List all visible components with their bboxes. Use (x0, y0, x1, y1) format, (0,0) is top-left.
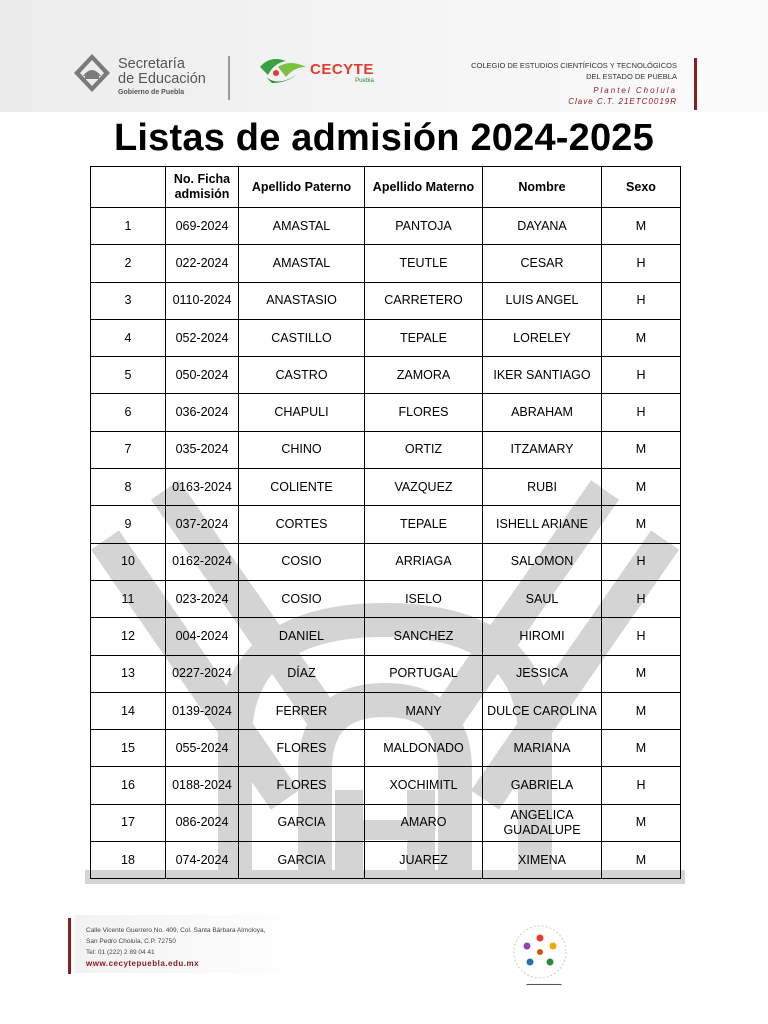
cell-apellido-materno: CARRETERO (365, 282, 483, 319)
cell-apellido-paterno: FLORES (239, 767, 365, 804)
cell-apellido-materno: ZAMORA (365, 357, 483, 394)
cell-sexo: M (602, 208, 681, 245)
cell-ficha: 069-2024 (166, 208, 239, 245)
cell-nombre: ABRAHAM (483, 394, 602, 431)
cell-index: 7 (91, 431, 166, 468)
cell-apellido-paterno: DANIEL (239, 618, 365, 655)
cell-sexo: H (602, 245, 681, 282)
cell-ficha: 023-2024 (166, 580, 239, 617)
cell-sexo: H (602, 618, 681, 655)
cell-apellido-materno: SANCHEZ (365, 618, 483, 655)
campus-name: Plantel Cholula (593, 86, 677, 95)
cell-apellido-materno: XOCHIMITL (365, 767, 483, 804)
cell-apellido-paterno: CORTES (239, 506, 365, 543)
college-info (471, 60, 677, 107)
cell-apellido-paterno: COSIO (239, 580, 365, 617)
cell-apellido-materno: PANTOJA (365, 208, 483, 245)
address-line2: San Pedro Cholula, C.P. 72750 (86, 938, 176, 945)
cell-sexo: M (602, 469, 681, 506)
cell-apellido-paterno: COLIENTE (239, 469, 365, 506)
cell-apellido-paterno: CHAPULI (239, 394, 365, 431)
cell-index: 3 (91, 282, 166, 319)
cell-nombre: ISHELL ARIANE (483, 506, 602, 543)
header-accent-bar (694, 58, 697, 110)
cell-nombre: JESSICA (483, 655, 602, 692)
cell-index: 12 (91, 618, 166, 655)
cell-sexo: M (602, 655, 681, 692)
cell-nombre: LUIS ANGEL (483, 282, 602, 319)
table-row (91, 767, 681, 804)
cell-nombre: LORELEY (483, 319, 602, 356)
table-row (91, 394, 681, 431)
cell-apellido-materno: JUAREZ (365, 842, 483, 879)
cell-nombre: CESAR (483, 245, 602, 282)
cell-ficha: 037-2024 (166, 506, 239, 543)
table-row (91, 842, 681, 879)
table-row (91, 357, 681, 394)
cell-ficha: 036-2024 (166, 394, 239, 431)
cecyte-logo-text (310, 62, 374, 84)
table-row (91, 245, 681, 282)
cell-nombre: DULCE CAROLINA (483, 692, 602, 729)
table-row (91, 804, 681, 841)
cell-apellido-paterno: GARCIA (239, 842, 365, 879)
admission-table (90, 166, 681, 879)
cell-ficha: 0162-2024 (166, 543, 239, 580)
table-row (91, 469, 681, 506)
table-row (91, 618, 681, 655)
cell-apellido-paterno: GARCIA (239, 804, 365, 841)
table-row (91, 692, 681, 729)
cell-index: 6 (91, 394, 166, 431)
cell-ficha: 022-2024 (166, 245, 239, 282)
table-row (91, 319, 681, 356)
college-line1: COLEGIO DE ESTUDIOS CIENTÍFICOS Y TECNOLÓGICOS (471, 61, 677, 70)
cecyte-sub: Puebla (355, 78, 374, 84)
cell-index: 2 (91, 245, 166, 282)
cell-apellido-paterno: DÍAZ (239, 655, 365, 692)
seal-caption-icon: ▬▬▬▬▬▬▬▬▬▬ (526, 982, 562, 986)
cell-nombre: GABRIELA (483, 767, 602, 804)
col-header-nombre: Nombre (483, 167, 602, 208)
col-header-ficha: No. Ficha admisión (166, 167, 239, 208)
cell-sexo: H (602, 767, 681, 804)
table-row (91, 543, 681, 580)
cell-index: 8 (91, 469, 166, 506)
cell-ficha: 0163-2024 (166, 469, 239, 506)
cell-apellido-paterno: AMASTAL (239, 245, 365, 282)
cell-index: 10 (91, 543, 166, 580)
cell-index: 1 (91, 208, 166, 245)
table-row (91, 208, 681, 245)
cell-sexo: H (602, 357, 681, 394)
cell-ficha: 035-2024 (166, 431, 239, 468)
secretaria-line2: de Educación (118, 71, 206, 87)
cell-ficha: 0110-2024 (166, 282, 239, 319)
cell-ficha: 0227-2024 (166, 655, 239, 692)
cell-nombre: ITZAMARY (483, 431, 602, 468)
cell-apellido-materno: TEPALE (365, 506, 483, 543)
cell-index: 18 (91, 842, 166, 879)
cell-sexo: M (602, 431, 681, 468)
cell-sexo: M (602, 804, 681, 841)
cell-nombre: SALOMON (483, 543, 602, 580)
cell-apellido-paterno: COSIO (239, 543, 365, 580)
header-divider (228, 56, 230, 100)
cell-sexo: M (602, 730, 681, 767)
cell-apellido-paterno: CHINO (239, 431, 365, 468)
cell-index: 9 (91, 506, 166, 543)
cell-index: 14 (91, 692, 166, 729)
secretaria-emblem-icon (72, 52, 112, 94)
cell-ficha: 004-2024 (166, 618, 239, 655)
table-row (91, 506, 681, 543)
cell-sexo: H (602, 282, 681, 319)
cell-index: 5 (91, 357, 166, 394)
cell-apellido-materno: TEPALE (365, 319, 483, 356)
cell-apellido-materno: MANY (365, 692, 483, 729)
table-row (91, 580, 681, 617)
cell-index: 16 (91, 767, 166, 804)
cell-apellido-materno: ARRIAGA (365, 543, 483, 580)
cell-apellido-materno: ISELO (365, 580, 483, 617)
cell-apellido-paterno: CASTRO (239, 357, 365, 394)
cell-apellido-paterno: CASTILLO (239, 319, 365, 356)
website-link[interactable]: www.cecytepuebla.edu.mx (86, 959, 200, 968)
cell-apellido-materno: MALDONADO (365, 730, 483, 767)
col-header-apellido-materno: Apellido Materno (365, 167, 483, 208)
footer-address (86, 925, 265, 969)
cell-sexo: M (602, 319, 681, 356)
secretaria-line1: Secretaría (118, 56, 185, 72)
col-header-sexo: Sexo (602, 167, 681, 208)
college-line2: DEL ESTADO DE PUEBLA (586, 72, 677, 81)
cell-ficha: 052-2024 (166, 319, 239, 356)
col-header-index (91, 167, 166, 208)
cell-nombre: DAYANA (483, 208, 602, 245)
cell-nombre: SAUL (483, 580, 602, 617)
cell-nombre: HIROMI (483, 618, 602, 655)
table-row (91, 655, 681, 692)
col-header-apellido-paterno: Apellido Paterno (239, 167, 365, 208)
cell-index: 13 (91, 655, 166, 692)
table-header-row (91, 167, 681, 208)
cell-index: 15 (91, 730, 166, 767)
phone: Tel: 01 (222) 2 89 04 41 (86, 949, 155, 956)
cell-sexo: M (602, 842, 681, 879)
cell-apellido-materno: FLORES (365, 394, 483, 431)
cell-ficha: 0139-2024 (166, 692, 239, 729)
cell-ficha: 074-2024 (166, 842, 239, 879)
cell-apellido-materno: PORTUGAL (365, 655, 483, 692)
cell-sexo: M (602, 692, 681, 729)
cell-apellido-paterno: FLORES (239, 730, 365, 767)
footer-accent-bar (68, 918, 71, 974)
cell-apellido-materno: AMARO (365, 804, 483, 841)
cell-sexo: H (602, 394, 681, 431)
cell-sexo: M (602, 506, 681, 543)
page-title: Listas de admisión 2024-2025 (114, 117, 654, 159)
table-row (91, 431, 681, 468)
cell-nombre: MARIANA (483, 730, 602, 767)
cecyte-leaf-icon (256, 53, 310, 93)
cell-apellido-paterno: FERRER (239, 692, 365, 729)
cell-sexo: H (602, 580, 681, 617)
cell-ficha: 050-2024 (166, 357, 239, 394)
cell-sexo: H (602, 543, 681, 580)
equity-seal-icon (505, 922, 575, 984)
secretaria-line3: Gobierno de Puebla (118, 89, 185, 96)
cell-nombre: XIMENA (483, 842, 602, 879)
secretaria-logo-text (118, 57, 206, 96)
table-row (91, 282, 681, 319)
cell-nombre: ANGELICA GUADALUPE (483, 804, 602, 841)
cell-nombre: RUBI (483, 469, 602, 506)
campus-key: Clave C.T. 21ETC0019R (568, 97, 677, 106)
cell-apellido-materno: VAZQUEZ (365, 469, 483, 506)
table-row (91, 730, 681, 767)
cell-index: 17 (91, 804, 166, 841)
cell-nombre: IKER SANTIAGO (483, 357, 602, 394)
cell-apellido-paterno: AMASTAL (239, 208, 365, 245)
cell-ficha: 055-2024 (166, 730, 239, 767)
cell-ficha: 0188-2024 (166, 767, 239, 804)
cell-apellido-materno: ORTIZ (365, 431, 483, 468)
cell-index: 4 (91, 319, 166, 356)
cell-apellido-materno: TEUTLE (365, 245, 483, 282)
cell-index: 11 (91, 580, 166, 617)
cell-apellido-paterno: ANASTASIO (239, 282, 365, 319)
cecyte-name: CECYTE (310, 61, 374, 78)
address-line1: Calle Vicente Guerrero No. 409, Col. Santa Bárbara Almoloya, (86, 927, 266, 934)
cell-ficha: 086-2024 (166, 804, 239, 841)
